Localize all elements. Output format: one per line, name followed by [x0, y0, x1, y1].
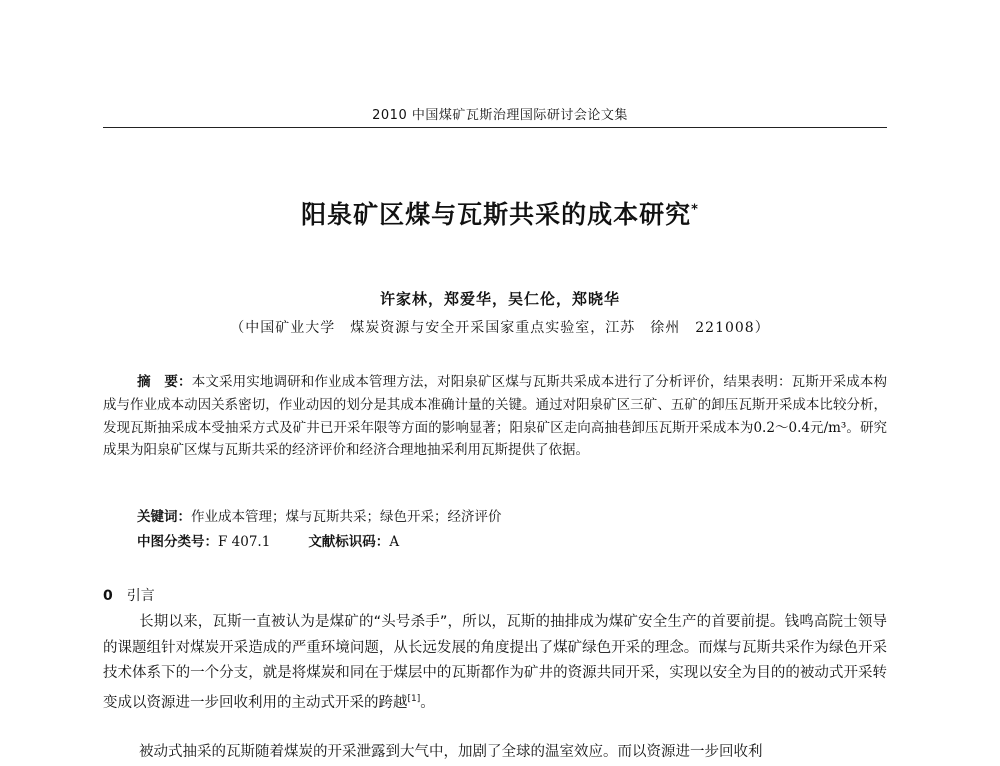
author-list: 许家林，郑爱华，吴仁伦，郑晓华 [379, 290, 620, 308]
citation-ref: [1] [407, 693, 421, 704]
body-paragraph-2 [103, 740, 887, 766]
section-heading [103, 585, 155, 605]
doc-code-label: 文献标识码： [308, 534, 390, 550]
abstract [103, 371, 887, 462]
paper-title [0, 195, 1000, 231]
section-title: 引言 [126, 588, 155, 604]
paragraph-1-text: 长期以来，瓦斯一直被认为是煤矿的“头号杀手”，所以，瓦斯的抽排成为煤矿安全生产的首要前提。钱鸣高院士领导的课题组针对煤炭开采造成的严重环境问题，从长远发展的角度提出了煤矿绿色开采的理念。而煤与瓦斯共采作为绿色开采技术体系下的一个分支，就是将煤炭和同在于煤层中的瓦斯都作为矿井的资源共同开采，实现以安全为目的的被动式开采转变成以资源进一步回收利用的主动式开采的跨越 [103, 614, 887, 711]
abstract-text: 本文采用实地调研和作业成本管理方法，对阳泉矿区煤与瓦斯共采成本进行了分析评价，结果表明：瓦斯开采成本构成与作业成本动因关系密切，作业动因的划分是其成本准确计量的关键。通过对阳泉矿区三矿、五矿的卸压瓦斯开采成本比较分析，发现瓦斯抽采成本受抽采方式及矿井已开采年限等方面的影响显著；阳泉矿区走向高抽巷卸压瓦斯开采成本为0.2～0.4元/m³。研究成果为阳泉矿区煤与瓦斯共采的经济评价和经济合理地抽采利用瓦斯提供了依据。 [103, 374, 888, 459]
paragraph-2-text: 被动式抽采的瓦斯随着煤炭的开采泄露到大气中，加剧了全球的温室效应。而以资源进一步回收利 [139, 744, 763, 760]
title-footnote-mark: * [691, 202, 699, 218]
paragraph-1-end: 。 [420, 694, 435, 711]
keywords [137, 505, 502, 525]
body-paragraph-1 [103, 610, 887, 716]
header-rule [103, 127, 887, 128]
doc-code-value: A [389, 534, 400, 550]
author-affiliation: （中国矿业大学 煤炭资源与安全开采国家重点实验室，江苏 徐州 221008） [230, 320, 770, 336]
abstract-label: 摘 要： [137, 374, 192, 390]
keywords-label: 关键词： [137, 509, 191, 525]
clc-value: F 407.1 [218, 534, 271, 550]
keywords-text: 作业成本管理；煤与瓦斯共采；绿色开采；经济评价 [191, 509, 502, 525]
running-header: 2010 中国煤矿瓦斯治理国际研讨会论文集 [372, 108, 628, 123]
clc-label: 中图分类号： [137, 534, 218, 550]
section-number: 0 [103, 588, 113, 604]
classification-line [137, 530, 399, 550]
paper-title-text: 阳泉矿区煤与瓦斯共采的成本研究 [301, 200, 692, 229]
